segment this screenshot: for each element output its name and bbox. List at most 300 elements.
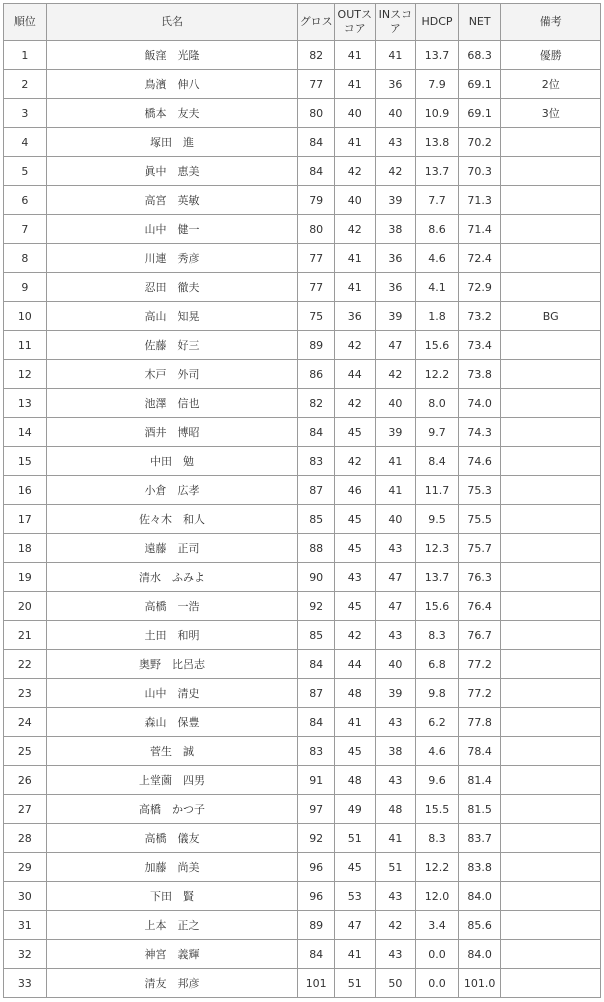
hdcp-cell: 12.2 [416,853,459,882]
net-cell: 71.4 [458,215,501,244]
note-cell [501,737,601,766]
note-cell [501,679,601,708]
in-score-cell: 41 [375,447,416,476]
name-cell: 高宮 英敏 [46,186,298,215]
hdcp-cell: 13.7 [416,41,459,70]
net-cell: 76.3 [458,563,501,592]
out-score-cell: 45 [334,418,375,447]
out-score-cell: 47 [334,911,375,940]
net-cell: 75.5 [458,505,501,534]
gross-cell: 90 [298,563,335,592]
in-score-cell: 36 [375,244,416,273]
in-score-cell: 40 [375,650,416,679]
hdcp-cell: 9.7 [416,418,459,447]
name-cell: 眞中 恵美 [46,157,298,186]
in-score-cell: 40 [375,389,416,418]
out-score-cell: 41 [334,41,375,70]
name-cell: 高橋 一浩 [46,592,298,621]
hdcp-cell: 8.6 [416,215,459,244]
net-cell: 69.1 [458,70,501,99]
gross-cell: 91 [298,766,335,795]
name-cell: 塚田 進 [46,128,298,157]
net-cell: 84.0 [458,940,501,969]
gross-cell: 84 [298,940,335,969]
table-row [4,99,601,128]
gross-cell: 84 [298,418,335,447]
note-cell [501,969,601,998]
name-cell: 川連 秀彦 [46,244,298,273]
table-row [4,882,601,911]
out-score-cell: 40 [334,186,375,215]
name-cell: 奥野 比呂志 [46,650,298,679]
rank-cell: 3 [4,99,47,128]
hdcp-cell: 9.8 [416,679,459,708]
table-row [4,244,601,273]
hdcp-cell: 13.7 [416,563,459,592]
rank-cell: 24 [4,708,47,737]
hdcp-cell: 9.5 [416,505,459,534]
results-table [3,3,601,998]
table-row [4,650,601,679]
net-cell: 78.4 [458,737,501,766]
gross-cell: 77 [298,273,335,302]
name-cell: 下田 賢 [46,882,298,911]
out-score-cell: 44 [334,360,375,389]
in-score-cell: 39 [375,418,416,447]
name-cell: 清水 ふみよ [46,563,298,592]
out-score-cell: 41 [334,244,375,273]
note-cell: BG [501,302,601,331]
note-cell [501,157,601,186]
out-score-cell: 41 [334,940,375,969]
table-row [4,186,601,215]
table-row [4,563,601,592]
table-row [4,737,601,766]
gross-cell: 77 [298,244,335,273]
rank-cell: 25 [4,737,47,766]
in-score-cell: 47 [375,563,416,592]
name-cell: 酒井 博昭 [46,418,298,447]
out-score-cell: 42 [334,157,375,186]
hdcp-cell: 0.0 [416,940,459,969]
hdcp-cell: 4.6 [416,737,459,766]
out-score-cell: 42 [334,215,375,244]
note-cell [501,853,601,882]
table-row [4,853,601,882]
note-cell [501,128,601,157]
hdcp-cell: 3.4 [416,911,459,940]
table-row [4,592,601,621]
net-cell: 85.6 [458,911,501,940]
name-cell: 神宮 義輝 [46,940,298,969]
out-score-cell: 42 [334,447,375,476]
hdcp-cell: 7.9 [416,70,459,99]
header-in: INスコア [375,4,416,41]
in-score-cell: 48 [375,795,416,824]
net-cell: 77.8 [458,708,501,737]
table-row [4,273,601,302]
name-cell: 飯窪 光隆 [46,41,298,70]
note-cell [501,795,601,824]
rank-cell: 33 [4,969,47,998]
name-cell: 山中 清史 [46,679,298,708]
in-score-cell: 42 [375,157,416,186]
gross-cell: 89 [298,331,335,360]
gross-cell: 86 [298,360,335,389]
rank-cell: 32 [4,940,47,969]
net-cell: 77.2 [458,679,501,708]
net-cell: 77.2 [458,650,501,679]
out-score-cell: 40 [334,99,375,128]
rank-cell: 21 [4,621,47,650]
table-row [4,621,601,650]
name-cell: 遠藤 正司 [46,534,298,563]
rank-cell: 16 [4,476,47,505]
out-score-cell: 41 [334,128,375,157]
in-score-cell: 36 [375,70,416,99]
out-score-cell: 51 [334,969,375,998]
gross-cell: 82 [298,389,335,418]
hdcp-cell: 9.6 [416,766,459,795]
name-cell: 木戸 外司 [46,360,298,389]
rank-cell: 12 [4,360,47,389]
out-score-cell: 45 [334,853,375,882]
gross-cell: 87 [298,679,335,708]
gross-cell: 96 [298,882,335,911]
net-cell: 68.3 [458,41,501,70]
in-score-cell: 43 [375,621,416,650]
in-score-cell: 39 [375,186,416,215]
name-cell: 山中 健一 [46,215,298,244]
rank-cell: 15 [4,447,47,476]
table-row [4,679,601,708]
gross-cell: 96 [298,853,335,882]
hdcp-cell: 6.8 [416,650,459,679]
in-score-cell: 47 [375,592,416,621]
header-name: 氏名 [46,4,298,41]
hdcp-cell: 11.7 [416,476,459,505]
net-cell: 74.6 [458,447,501,476]
rank-cell: 13 [4,389,47,418]
hdcp-cell: 10.9 [416,99,459,128]
hdcp-cell: 13.8 [416,128,459,157]
rank-cell: 14 [4,418,47,447]
net-cell: 76.7 [458,621,501,650]
in-score-cell: 43 [375,882,416,911]
net-cell: 83.7 [458,824,501,853]
hdcp-cell: 1.8 [416,302,459,331]
note-cell [501,766,601,795]
note-cell [501,534,601,563]
rank-cell: 6 [4,186,47,215]
net-cell: 73.8 [458,360,501,389]
table-row [4,824,601,853]
rank-cell: 18 [4,534,47,563]
name-cell: 高山 知晃 [46,302,298,331]
out-score-cell: 53 [334,882,375,911]
in-score-cell: 47 [375,331,416,360]
gross-cell: 101 [298,969,335,998]
in-score-cell: 50 [375,969,416,998]
hdcp-cell: 8.4 [416,447,459,476]
table-row [4,766,601,795]
name-cell: 清友 邦彦 [46,969,298,998]
note-cell [501,621,601,650]
net-cell: 74.3 [458,418,501,447]
in-score-cell: 39 [375,302,416,331]
in-score-cell: 43 [375,708,416,737]
note-cell [501,708,601,737]
net-cell: 72.9 [458,273,501,302]
table-row [4,969,601,998]
note-cell [501,911,601,940]
gross-cell: 80 [298,99,335,128]
in-score-cell: 41 [375,476,416,505]
table-row [4,795,601,824]
note-cell: 優勝 [501,41,601,70]
hdcp-cell: 8.3 [416,824,459,853]
name-cell: 土田 和明 [46,621,298,650]
out-score-cell: 45 [334,505,375,534]
note-cell [501,186,601,215]
gross-cell: 97 [298,795,335,824]
net-cell: 76.4 [458,592,501,621]
note-cell [501,650,601,679]
net-cell: 70.3 [458,157,501,186]
table-row [4,128,601,157]
rank-cell: 28 [4,824,47,853]
rank-cell: 5 [4,157,47,186]
hdcp-cell: 15.6 [416,331,459,360]
gross-cell: 85 [298,621,335,650]
in-score-cell: 51 [375,853,416,882]
name-cell: 高橋 儀友 [46,824,298,853]
gross-cell: 77 [298,70,335,99]
hdcp-cell: 13.7 [416,157,459,186]
rank-cell: 4 [4,128,47,157]
table-row [4,940,601,969]
table-row [4,447,601,476]
net-cell: 69.1 [458,99,501,128]
in-score-cell: 43 [375,128,416,157]
gross-cell: 83 [298,737,335,766]
net-cell: 74.0 [458,389,501,418]
table-row [4,534,601,563]
name-cell: 高橋 かつ子 [46,795,298,824]
net-cell: 72.4 [458,244,501,273]
net-cell: 84.0 [458,882,501,911]
name-cell: 鳥濱 伸八 [46,70,298,99]
hdcp-cell: 8.0 [416,389,459,418]
hdcp-cell: 6.2 [416,708,459,737]
rank-cell: 8 [4,244,47,273]
gross-cell: 79 [298,186,335,215]
rank-cell: 10 [4,302,47,331]
hdcp-cell: 12.3 [416,534,459,563]
hdcp-cell: 15.6 [416,592,459,621]
rank-cell: 17 [4,505,47,534]
out-score-cell: 45 [334,534,375,563]
in-score-cell: 42 [375,911,416,940]
gross-cell: 88 [298,534,335,563]
name-cell: 佐藤 好三 [46,331,298,360]
gross-cell: 84 [298,128,335,157]
in-score-cell: 43 [375,534,416,563]
hdcp-cell: 15.5 [416,795,459,824]
name-cell: 上本 正之 [46,911,298,940]
name-cell: 忍田 徹夫 [46,273,298,302]
table-row [4,215,601,244]
note-cell [501,592,601,621]
out-score-cell: 46 [334,476,375,505]
table-row [4,911,601,940]
note-cell [501,273,601,302]
hdcp-cell: 8.3 [416,621,459,650]
rank-cell: 27 [4,795,47,824]
note-cell [501,418,601,447]
out-score-cell: 42 [334,621,375,650]
gross-cell: 82 [298,41,335,70]
in-score-cell: 38 [375,215,416,244]
gross-cell: 92 [298,592,335,621]
rank-cell: 23 [4,679,47,708]
name-cell: 橋本 友夫 [46,99,298,128]
rank-cell: 2 [4,70,47,99]
hdcp-cell: 12.2 [416,360,459,389]
gross-cell: 85 [298,505,335,534]
net-cell: 81.5 [458,795,501,824]
name-cell: 加藤 尚美 [46,853,298,882]
name-cell: 小倉 広孝 [46,476,298,505]
table-row [4,418,601,447]
header-out: OUTスコア [334,4,375,41]
table-row [4,389,601,418]
out-score-cell: 49 [334,795,375,824]
gross-cell: 75 [298,302,335,331]
in-score-cell: 40 [375,99,416,128]
table-row [4,476,601,505]
out-score-cell: 48 [334,766,375,795]
table-row [4,708,601,737]
note-cell [501,563,601,592]
table-row [4,505,601,534]
header-hdcp: HDCP [416,4,459,41]
in-score-cell: 41 [375,824,416,853]
in-score-cell: 43 [375,940,416,969]
out-score-cell: 42 [334,331,375,360]
net-cell: 73.2 [458,302,501,331]
out-score-cell: 41 [334,70,375,99]
name-cell: 中田 勉 [46,447,298,476]
name-cell: 森山 保豊 [46,708,298,737]
note-cell: 3位 [501,99,601,128]
rank-cell: 22 [4,650,47,679]
net-cell: 101.0 [458,969,501,998]
note-cell [501,882,601,911]
in-score-cell: 40 [375,505,416,534]
header-note: 備考 [501,4,601,41]
note-cell [501,389,601,418]
table-row [4,331,601,360]
out-score-cell: 43 [334,563,375,592]
rank-cell: 31 [4,911,47,940]
name-cell: 菅生 誠 [46,737,298,766]
hdcp-cell: 0.0 [416,969,459,998]
rank-cell: 30 [4,882,47,911]
hdcp-cell: 4.1 [416,273,459,302]
note-cell [501,331,601,360]
out-score-cell: 45 [334,592,375,621]
header-net: NET [458,4,501,41]
hdcp-cell: 7.7 [416,186,459,215]
gross-cell: 84 [298,650,335,679]
out-score-cell: 45 [334,737,375,766]
gross-cell: 87 [298,476,335,505]
note-cell [501,244,601,273]
table-body [4,41,601,998]
note-cell [501,505,601,534]
in-score-cell: 42 [375,360,416,389]
rank-cell: 20 [4,592,47,621]
in-score-cell: 36 [375,273,416,302]
note-cell [501,360,601,389]
out-score-cell: 36 [334,302,375,331]
header-gross: グロス [298,4,335,41]
net-cell: 75.3 [458,476,501,505]
out-score-cell: 42 [334,389,375,418]
rank-cell: 19 [4,563,47,592]
gross-cell: 80 [298,215,335,244]
gross-cell: 92 [298,824,335,853]
out-score-cell: 41 [334,273,375,302]
in-score-cell: 43 [375,766,416,795]
table-row [4,157,601,186]
net-cell: 70.2 [458,128,501,157]
name-cell: 池澤 信也 [46,389,298,418]
rank-cell: 9 [4,273,47,302]
gross-cell: 83 [298,447,335,476]
header-rank: 順位 [4,4,47,41]
note-cell [501,824,601,853]
gross-cell: 89 [298,911,335,940]
net-cell: 83.8 [458,853,501,882]
note-cell [501,215,601,244]
name-cell: 佐々木 和人 [46,505,298,534]
out-score-cell: 51 [334,824,375,853]
rank-cell: 7 [4,215,47,244]
hdcp-cell: 4.6 [416,244,459,273]
out-score-cell: 44 [334,650,375,679]
out-score-cell: 48 [334,679,375,708]
rank-cell: 29 [4,853,47,882]
out-score-cell: 41 [334,708,375,737]
table-row [4,302,601,331]
table-row [4,70,601,99]
net-cell: 81.4 [458,766,501,795]
net-cell: 71.3 [458,186,501,215]
in-score-cell: 39 [375,679,416,708]
name-cell: 上堂薗 四男 [46,766,298,795]
rank-cell: 26 [4,766,47,795]
net-cell: 75.7 [458,534,501,563]
gross-cell: 84 [298,708,335,737]
hdcp-cell: 12.0 [416,882,459,911]
in-score-cell: 41 [375,41,416,70]
rank-cell: 11 [4,331,47,360]
table-row [4,41,601,70]
in-score-cell: 38 [375,737,416,766]
note-cell [501,476,601,505]
